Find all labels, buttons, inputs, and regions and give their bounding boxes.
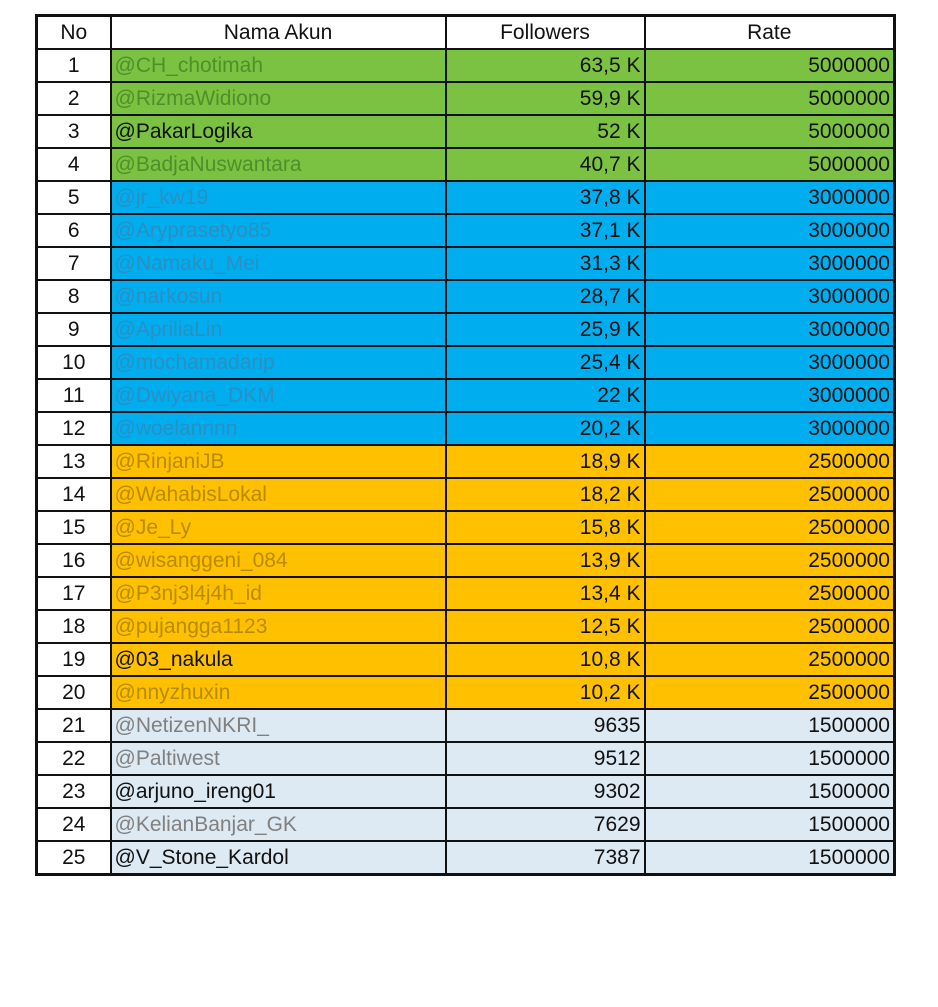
followers-count: 22 K xyxy=(446,379,645,412)
followers-count: 12,5 K xyxy=(446,610,645,643)
followers-count: 40,7 K xyxy=(446,148,645,181)
table-row xyxy=(37,148,895,181)
header-rate: Rate xyxy=(645,16,895,50)
table-row xyxy=(37,181,895,214)
table-row xyxy=(37,214,895,247)
rate-value: 3000000 xyxy=(645,313,895,346)
account-name[interactable]: @Aryprasetyo85 xyxy=(111,214,446,247)
followers-count: 52 K xyxy=(446,115,645,148)
header-name: Nama Akun xyxy=(111,16,446,50)
account-name[interactable]: @wisanggeni_084 xyxy=(111,544,446,577)
row-number: 13 xyxy=(37,445,111,478)
rate-value: 3000000 xyxy=(645,412,895,445)
row-number: 7 xyxy=(37,247,111,280)
table-row xyxy=(37,709,895,742)
followers-count: 9302 xyxy=(446,775,645,808)
rate-value: 2500000 xyxy=(645,544,895,577)
row-number: 12 xyxy=(37,412,111,445)
header-followers: Followers xyxy=(446,16,645,50)
row-number: 19 xyxy=(37,643,111,676)
table-row xyxy=(37,82,895,115)
row-number: 8 xyxy=(37,280,111,313)
followers-count: 28,7 K xyxy=(446,280,645,313)
rate-value: 3000000 xyxy=(645,346,895,379)
account-name[interactable]: @ApriliaLin xyxy=(111,313,446,346)
rate-value: 3000000 xyxy=(645,247,895,280)
row-number: 11 xyxy=(37,379,111,412)
rate-value: 2500000 xyxy=(645,610,895,643)
row-number: 23 xyxy=(37,775,111,808)
table-row xyxy=(37,313,895,346)
rate-value: 1500000 xyxy=(645,841,895,875)
followers-count: 18,2 K xyxy=(446,478,645,511)
account-name[interactable]: @RinjaniJB xyxy=(111,445,446,478)
account-name[interactable]: @RizmaWidiono xyxy=(111,82,446,115)
account-name[interactable]: @BadjaNuswantara xyxy=(111,148,446,181)
row-number: 25 xyxy=(37,841,111,875)
row-number: 6 xyxy=(37,214,111,247)
rate-value: 2500000 xyxy=(645,676,895,709)
row-number: 14 xyxy=(37,478,111,511)
row-number: 4 xyxy=(37,148,111,181)
header-row xyxy=(37,16,895,50)
followers-count: 59,9 K xyxy=(446,82,645,115)
row-number: 3 xyxy=(37,115,111,148)
table-row xyxy=(37,808,895,841)
account-name[interactable]: @mochamadarip xyxy=(111,346,446,379)
table-row xyxy=(37,742,895,775)
followers-count: 25,4 K xyxy=(446,346,645,379)
rate-value: 5000000 xyxy=(645,82,895,115)
table-row xyxy=(37,247,895,280)
table-row xyxy=(37,478,895,511)
table-row xyxy=(37,511,895,544)
account-name[interactable]: @Dwiyana_DKM xyxy=(111,379,446,412)
table-row xyxy=(37,346,895,379)
rate-value: 1500000 xyxy=(645,709,895,742)
row-number: 15 xyxy=(37,511,111,544)
row-number: 22 xyxy=(37,742,111,775)
account-name[interactable]: @jr_kw19 xyxy=(111,181,446,214)
row-number: 21 xyxy=(37,709,111,742)
account-name: @arjuno_ireng01 xyxy=(111,775,446,808)
followers-count: 13,4 K xyxy=(446,577,645,610)
followers-count: 7387 xyxy=(446,841,645,875)
account-name[interactable]: @NetizenNKRI_ xyxy=(111,709,446,742)
account-name[interactable]: @CH_chotimah xyxy=(111,49,446,82)
rate-value: 2500000 xyxy=(645,577,895,610)
table-row xyxy=(37,544,895,577)
table-row xyxy=(37,577,895,610)
followers-count: 37,1 K xyxy=(446,214,645,247)
row-number: 9 xyxy=(37,313,111,346)
table-row xyxy=(37,775,895,808)
account-name[interactable]: @narkosun xyxy=(111,280,446,313)
table-row xyxy=(37,49,895,82)
account-name: @PakarLogika xyxy=(111,115,446,148)
table-row xyxy=(37,610,895,643)
rate-value: 5000000 xyxy=(645,148,895,181)
accounts-table xyxy=(35,14,896,876)
rate-value: 5000000 xyxy=(645,115,895,148)
account-name[interactable]: @P3nj3l4j4h_id xyxy=(111,577,446,610)
followers-count: 37,8 K xyxy=(446,181,645,214)
row-number: 18 xyxy=(37,610,111,643)
account-name[interactable]: @Paltiwest xyxy=(111,742,446,775)
account-name[interactable]: @Namaku_Mei xyxy=(111,247,446,280)
account-name: @03_nakula xyxy=(111,643,446,676)
rate-value: 2500000 xyxy=(645,511,895,544)
table-row xyxy=(37,841,895,875)
table-body xyxy=(37,49,895,875)
rate-value: 3000000 xyxy=(645,280,895,313)
row-number: 2 xyxy=(37,82,111,115)
row-number: 24 xyxy=(37,808,111,841)
followers-count: 25,9 K xyxy=(446,313,645,346)
followers-count: 13,9 K xyxy=(446,544,645,577)
table-row xyxy=(37,643,895,676)
followers-count: 15,8 K xyxy=(446,511,645,544)
rate-value: 5000000 xyxy=(645,49,895,82)
table-row xyxy=(37,115,895,148)
rate-value: 2500000 xyxy=(645,643,895,676)
followers-count: 18,9 K xyxy=(446,445,645,478)
row-number: 17 xyxy=(37,577,111,610)
row-number: 1 xyxy=(37,49,111,82)
account-name[interactable]: @WahabisLokal xyxy=(111,478,446,511)
followers-count: 63,5 K xyxy=(446,49,645,82)
account-name[interactable]: @pujangga1123 xyxy=(111,610,446,643)
rate-value: 2500000 xyxy=(645,478,895,511)
account-name[interactable]: @KelianBanjar_GK xyxy=(111,808,446,841)
account-name[interactable]: @woelannnn xyxy=(111,412,446,445)
row-number: 20 xyxy=(37,676,111,709)
followers-count: 10,2 K xyxy=(446,676,645,709)
rate-value: 3000000 xyxy=(645,214,895,247)
account-name: @V_Stone_Kardol xyxy=(111,841,446,875)
table-row xyxy=(37,379,895,412)
rate-value: 2500000 xyxy=(645,445,895,478)
row-number: 10 xyxy=(37,346,111,379)
followers-count: 20,2 K xyxy=(446,412,645,445)
table-row xyxy=(37,412,895,445)
account-name[interactable]: @nnyzhuxin xyxy=(111,676,446,709)
row-number: 16 xyxy=(37,544,111,577)
rate-value: 3000000 xyxy=(645,379,895,412)
followers-count: 10,8 K xyxy=(446,643,645,676)
followers-count: 31,3 K xyxy=(446,247,645,280)
account-name[interactable]: @Je_Ly xyxy=(111,511,446,544)
followers-count: 9512 xyxy=(446,742,645,775)
followers-count: 7629 xyxy=(446,808,645,841)
rate-value: 1500000 xyxy=(645,742,895,775)
rate-value: 1500000 xyxy=(645,808,895,841)
table-row xyxy=(37,445,895,478)
followers-count: 9635 xyxy=(446,709,645,742)
row-number: 5 xyxy=(37,181,111,214)
table-row xyxy=(37,280,895,313)
header-no: No xyxy=(37,16,111,50)
rate-value: 1500000 xyxy=(645,775,895,808)
table-row xyxy=(37,676,895,709)
rate-value: 3000000 xyxy=(645,181,895,214)
